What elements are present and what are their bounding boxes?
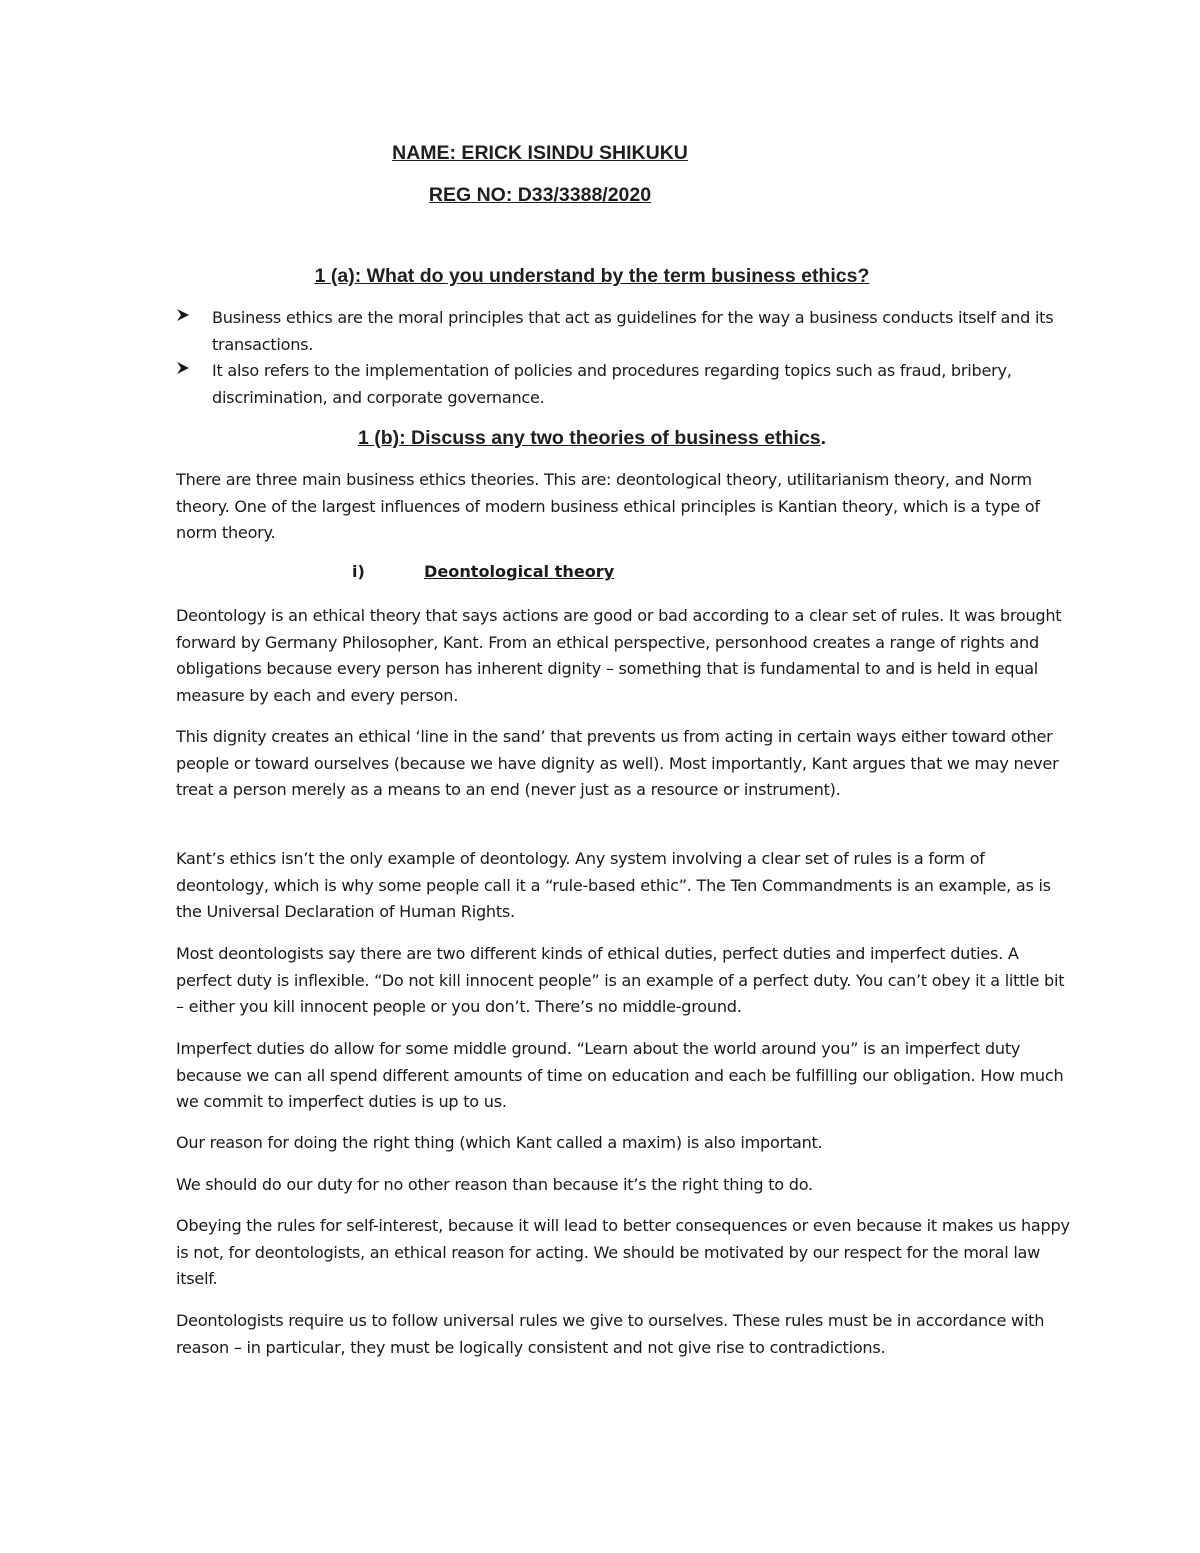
body-paragraph: We should do our duty for no other reason than because it’s the right thing to do. (176, 1175, 813, 1194)
body-paragraph: Kant’s ethics isn’t the only example of deontology. Any system involving a clear set of rules is a form of deontology, which is why some people call it a “rule-based ethic”. The Ten Commandments is an example, as is the Universal Declaration of Human Rights. (176, 849, 1051, 922)
body-paragraph: Our reason for doing the right thing (which Kant called a maxim) is also important. (176, 1133, 823, 1152)
theories-intro-paragraph: There are three main business ethics theories. This are: deontological theory, utilitarianism theory, and Norm theory. One of the largest influences of modern business ethical principles is Kantian theory, which is a type of norm theory. (176, 470, 1040, 543)
section-title: Deontological theory (424, 562, 615, 581)
bullet-text: Business ethics are the moral principles that act as guidelines for the way a business conducts itself and its transactions. (212, 308, 1054, 354)
arrowhead-bullet-icon (176, 358, 190, 385)
student-name: NAME: ERICK ISINDU SHIKUKU (392, 142, 688, 164)
question-b-heading-end: . (820, 427, 827, 449)
question-a-heading-text: 1 (a): What do you understand by the term business ethics? (314, 265, 870, 287)
body-paragraph: Obeying the rules for self-interest, because it will lead to better consequences or even because it makes us happy is not, for deontologists, an ethical reason for acting. We should be motivated by our respect for the moral law itself. (176, 1216, 1070, 1289)
section-number: i) (352, 562, 365, 581)
question-b-heading-text: 1 (b): Discuss any two theories of business ethics (357, 427, 821, 449)
body-paragraph: Deontologists require us to follow universal rules we give to ourselves. These rules must be in accordance with reason – in particular, they must be logically consistent and not give rise to contradictions. (176, 1311, 1045, 1357)
section-heading (352, 562, 614, 581)
arrowhead-bullet-icon (176, 305, 190, 332)
body-paragraph: Most deontologists say there are two different kinds of ethical duties, perfect duties and imperfect duties. A perfect duty is inflexible. “Do not kill innocent people” is an example of a perfect duty. You can’t obey it a little bit – either you kill innocent people or you don’t. There’s no middle-ground. (176, 944, 1065, 1017)
body-paragraph: Deontology is an ethical theory that says actions are good or bad according to a clear set of rules. It was brought forward by Germany Philosopher, Kant. From an ethical perspective, personhood creates a range of rights and obligations because every person has inherent dignity – something that is fundamental to and is held in equal measure by each and every person. (176, 606, 1062, 705)
body-paragraph: This dignity creates an ethical ‘line in the sand’ that prevents us from acting in certain ways either toward other people or toward ourselves (because we have dignity as well). Most importantly, Kant argues that we may never treat a person merely as a means to an end (never just as a resource or instrument). (176, 727, 1059, 800)
question-a-heading (0, 265, 1184, 288)
body-paragraph: Imperfect duties do allow for some middle ground. “Learn about the world around you” is an imperfect duty because we can all spend different amounts of time on education and each be fulfilling our obligation. How much we commit to imperfect duties is up to us. (176, 1039, 1064, 1112)
list-item (176, 358, 1056, 411)
bullet-text: It also refers to the implementation of policies and procedures regarding topics such as fraud, bribery, discrimination, and corporate governance. (212, 361, 1012, 407)
list-item (176, 305, 1056, 358)
question-b-heading (0, 427, 1184, 450)
definition-bullet-list (176, 305, 1056, 411)
registration-number: REG NO: D33/3388/2020 (428, 184, 652, 206)
